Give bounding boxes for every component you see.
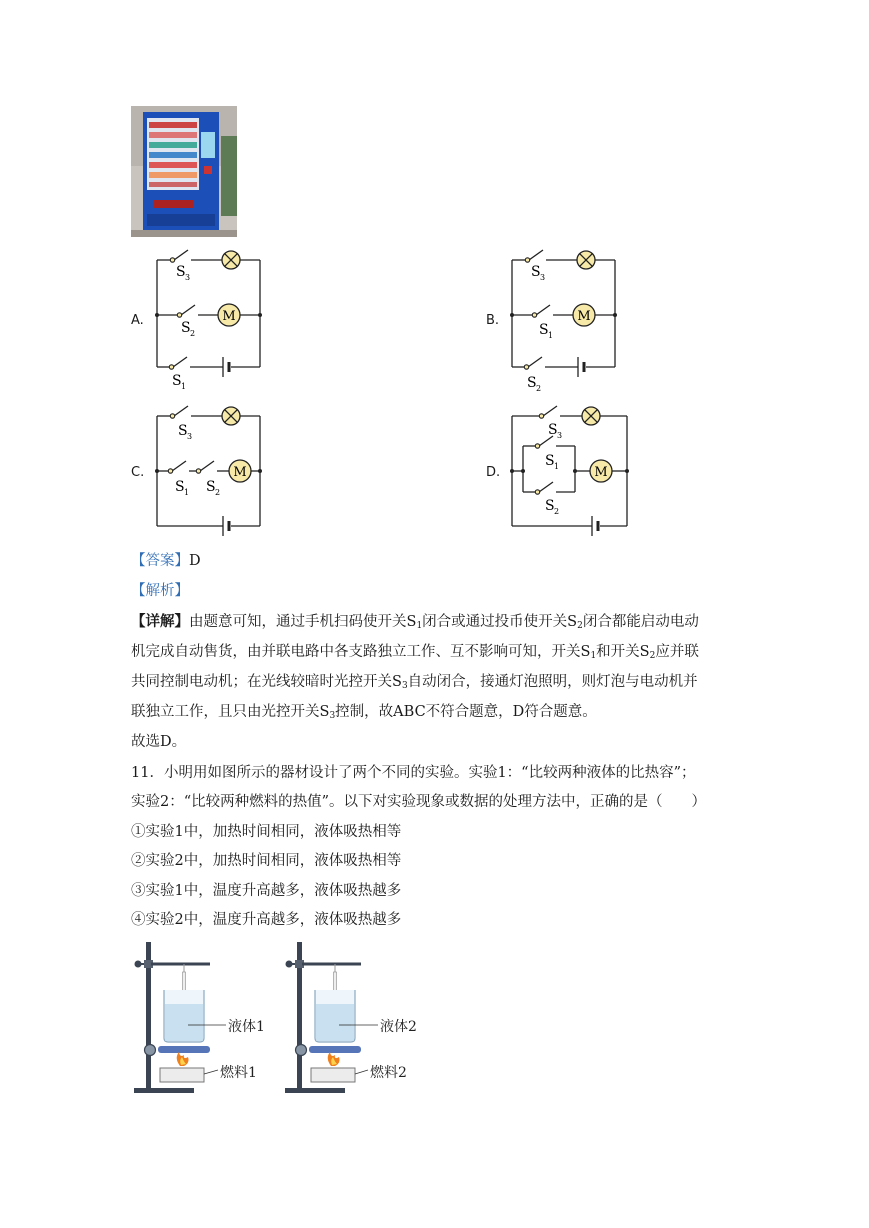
- switch-s1-label: S: [539, 322, 549, 338]
- motor-label: M: [222, 309, 236, 324]
- motor-label: M: [577, 309, 591, 324]
- subscript: 1: [416, 621, 423, 631]
- detail-line-1: [131, 612, 699, 636]
- switch-s3-label: S: [531, 264, 541, 280]
- detail-text: 应并联: [655, 644, 699, 660]
- switch-s3-subscript: 3: [540, 273, 546, 282]
- q11-item-4[interactable]: ④实验2中，温度升高越多，液体吸热越多: [131, 912, 402, 928]
- answer-value: D: [189, 553, 201, 569]
- liquid-2-label: 液体2: [380, 1019, 417, 1035]
- circuit-diagram-b: [505, 245, 625, 395]
- switch-s1-subscript: 1: [181, 382, 187, 391]
- q11-item-2[interactable]: ②实验2中，加热时间相同，液体吸热相等: [131, 853, 402, 869]
- switch-s2-subscript: 2: [536, 384, 542, 393]
- switch-s1-label: S: [545, 453, 555, 469]
- answer-label: 【答案】: [131, 553, 189, 569]
- subscript: 3: [401, 681, 408, 691]
- switch-s1-subscript: 1: [554, 462, 560, 471]
- vending-machine-photo: [131, 106, 237, 237]
- switch-s2-label: S: [206, 479, 216, 495]
- detail-line-3: [131, 672, 698, 696]
- circuit-diagram-c: [150, 400, 270, 545]
- detail-text: 共同控制电动机；在光线较暗时光控开关S: [131, 674, 402, 690]
- option-a-label[interactable]: A.: [131, 313, 144, 328]
- detail-text: 自动闭合，接通灯泡照明，则灯泡与电动机并: [407, 674, 698, 690]
- detail-text: 机完成自动售货，由并联电路中各支路独立工作、互不影响可知，开关S: [131, 644, 591, 660]
- switch-s2-label: S: [527, 375, 537, 391]
- detail-text: 由题意可知，通过手机扫码使开关S: [189, 614, 417, 630]
- switch-s2-subscript: 2: [190, 329, 196, 338]
- conclusion: 故选D。: [131, 734, 187, 750]
- analysis-label: 【解析】: [131, 583, 189, 599]
- detail-text: 控制，故ABC不符合题意，D符合题意。: [335, 704, 597, 720]
- motor-label: M: [594, 465, 608, 480]
- circuit-diagram-a: [150, 245, 270, 395]
- fuel-1-label: 燃料1: [220, 1065, 257, 1081]
- detail-text: 闭合都能启动电动: [582, 614, 699, 630]
- option-d-label[interactable]: D.: [486, 465, 501, 480]
- detail-text: 闭合或通过投币使开关S: [422, 614, 578, 630]
- switch-s2-label: S: [181, 320, 191, 336]
- switch-s1-label: S: [175, 479, 185, 495]
- fuel-2-label: 燃料2: [370, 1065, 407, 1081]
- apparatus-1: [134, 942, 210, 1093]
- switch-s3-label: S: [176, 264, 186, 280]
- q11-line-2: 实验2：“比较两种燃料的热值”。以下对实验现象或数据的处理方法中，正确的是（ ）: [131, 794, 707, 810]
- subscript: 3: [329, 711, 336, 721]
- apparatus-2: [285, 942, 361, 1093]
- motor-label: M: [233, 465, 247, 480]
- switch-s1-subscript: 1: [184, 488, 190, 497]
- switch-s1-label: S: [172, 373, 182, 389]
- subscript: 2: [577, 621, 583, 631]
- circuit-diagram-d: [505, 400, 635, 545]
- switch-s2-subscript: 2: [554, 507, 560, 516]
- experiment-apparatus-figure: [130, 938, 430, 1098]
- option-c-label[interactable]: C.: [131, 465, 145, 480]
- switch-s3-subscript: 3: [557, 431, 563, 440]
- liquid-1-label: 液体1: [228, 1019, 265, 1035]
- detail-line-4: [131, 702, 597, 726]
- switch-s2-subscript: 2: [215, 488, 221, 497]
- detail-text: 和开关S: [596, 644, 650, 660]
- switch-s3-label: S: [178, 423, 188, 439]
- switch-s3-label: S: [548, 422, 558, 438]
- switch-s1-subscript: 1: [548, 331, 554, 340]
- switch-s3-subscript: 3: [187, 432, 193, 441]
- answer-line: [131, 551, 201, 571]
- detail-line-2: [131, 642, 699, 666]
- switch-s2-label: S: [545, 498, 555, 514]
- subscript: 2: [649, 651, 656, 661]
- detail-label: 【详解】: [131, 613, 189, 630]
- option-b-label[interactable]: B.: [486, 313, 500, 328]
- q11-item-1[interactable]: ①实验1中，加热时间相同，液体吸热相等: [131, 824, 402, 840]
- q11-item-3[interactable]: ③实验1中，温度升高越多，液体吸热越多: [131, 883, 402, 899]
- detail-text: 联独立工作，且只由光控开关S: [131, 704, 330, 720]
- switch-s3-subscript: 3: [185, 273, 191, 282]
- subscript: 1: [590, 651, 597, 661]
- q11-line-1: 11．小明用如图所示的器材设计了两个不同的实验。实验1：“比较两种液体的比热容”；: [131, 765, 696, 781]
